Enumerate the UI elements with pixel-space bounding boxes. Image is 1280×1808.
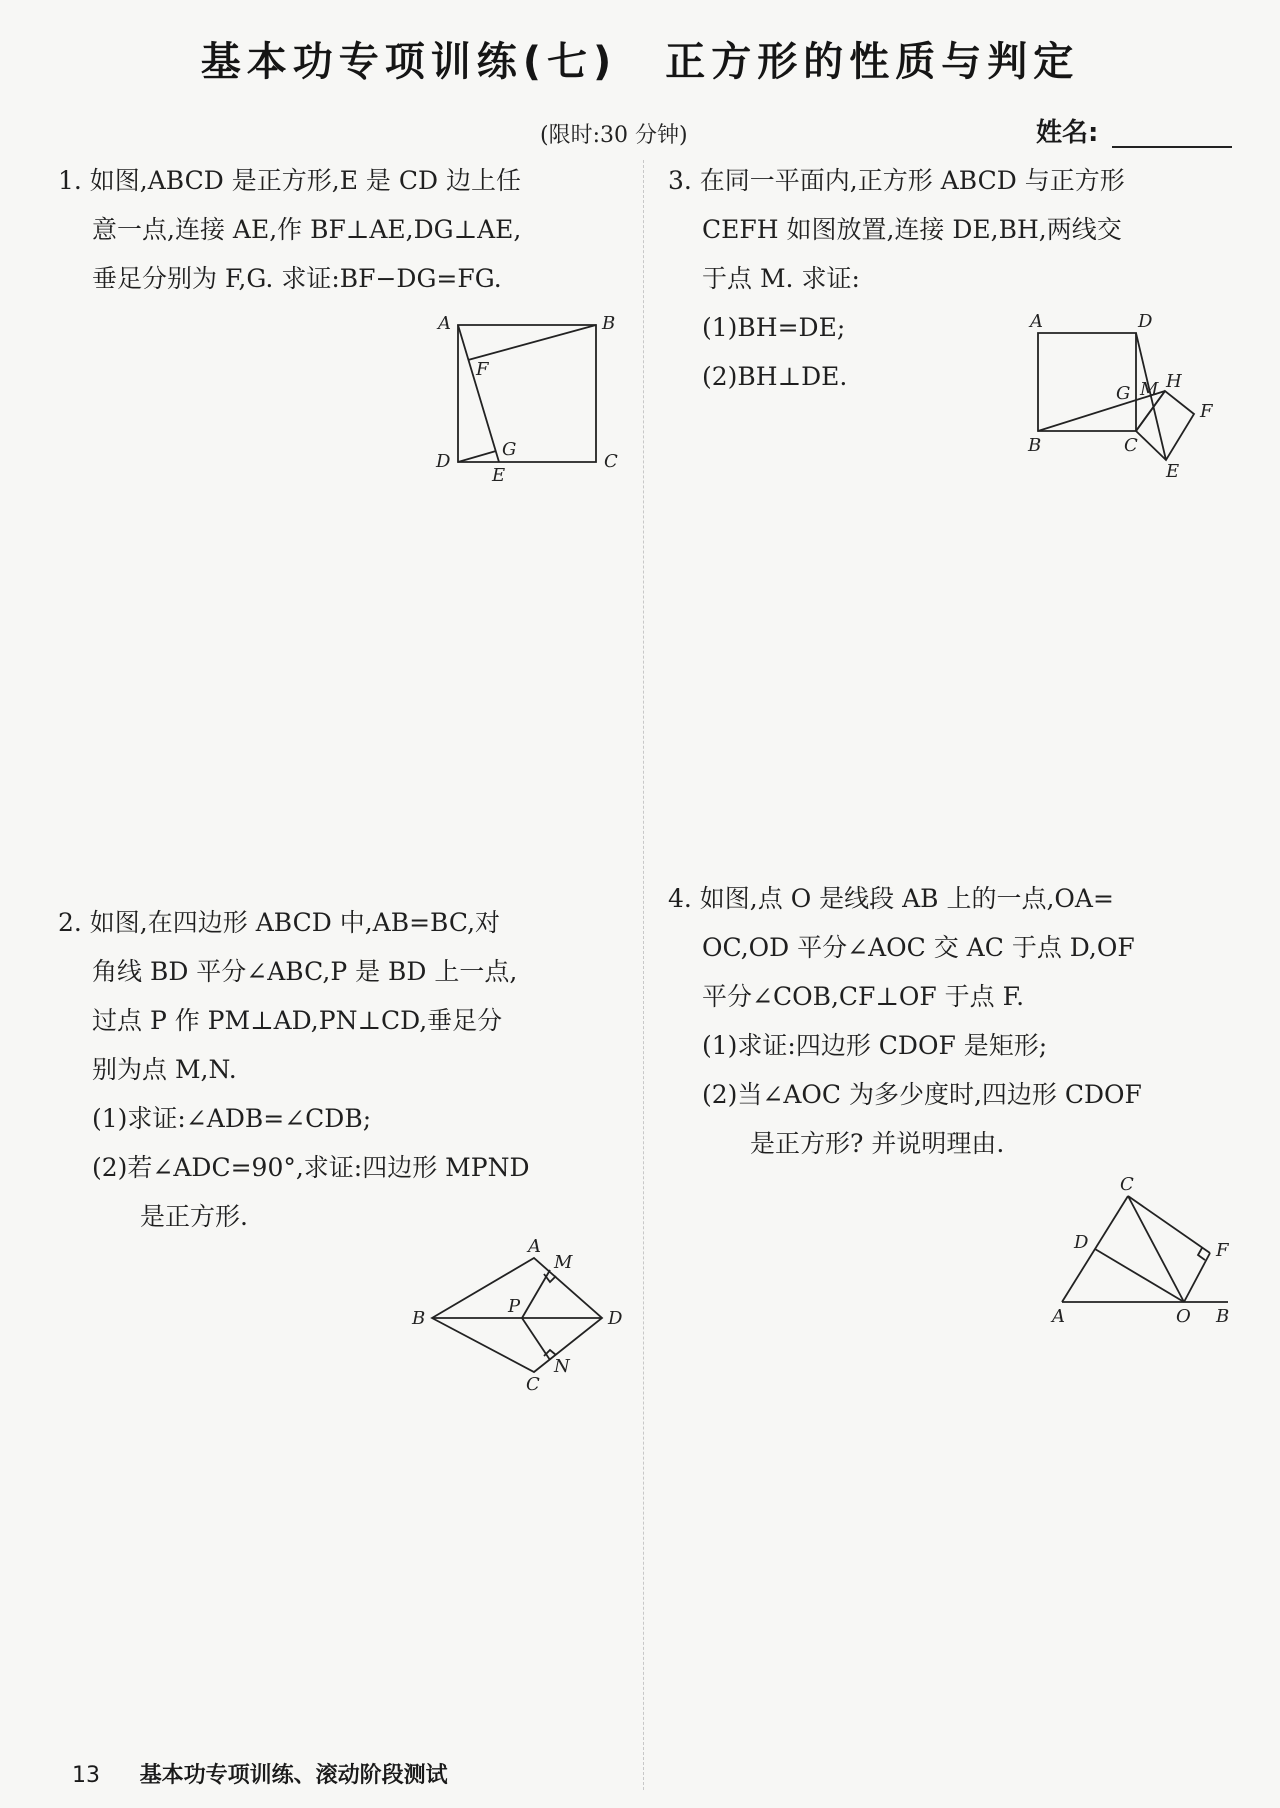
problem-3-line-1: 3. 在同一平面内,正方形 ABCD 与正方形 [668, 166, 1125, 195]
label-a: A [438, 313, 451, 334]
label-d: D [1138, 311, 1153, 332]
figure-3 [1020, 305, 1250, 485]
problem-4-line-2: OC,OD 平分∠AOC 交 AC 于点 D,OF [702, 933, 1135, 962]
problem-3-line-5: (2)BH⊥DE. [702, 362, 848, 391]
segment-ae [458, 325, 499, 462]
label-h: H [1166, 371, 1182, 392]
segment-dg [458, 451, 496, 462]
title-part-2: 正方形的性质与判定 [665, 39, 1080, 85]
problem-2-line-6: (2)若∠ADC=90°,求证:四边形 MPND [92, 1153, 530, 1182]
figure-4 [1040, 1176, 1240, 1326]
problem-2-line-3: 过点 P 作 PM⊥AD,PN⊥CD,垂足分 [92, 1006, 503, 1035]
label-c: C [1120, 1176, 1134, 1195]
label-e: E [492, 465, 506, 485]
label-g: G [1116, 383, 1131, 404]
problem-2-line-7: 是正方形. [140, 1202, 248, 1231]
book-title: 基本功专项训练、滚动阶段测试 [139, 1763, 448, 1788]
problem-4-line-1: 4. 如图,点 O 是线段 AB 上的一点,OA= [668, 884, 1114, 913]
label-f: F [1216, 1240, 1229, 1261]
title-part-1: 基本功专项训练(七) [200, 39, 618, 85]
problem-4-line-4: (1)求证:四边形 CDOF 是矩形; [702, 1031, 1048, 1060]
label-a: A [528, 1236, 541, 1257]
page-footer [72, 1758, 448, 1789]
label-o: O [1176, 1306, 1191, 1326]
label-c: C [1124, 435, 1138, 456]
label-d: D [608, 1308, 623, 1329]
problem-2-line-2: 角线 BD 平分∠ABC,P 是 BD 上一点, [92, 957, 518, 986]
figure-2 [404, 1236, 634, 1396]
square-cefh [1136, 391, 1194, 460]
problem-4 [668, 874, 1142, 1168]
name-label: 姓名: [1036, 118, 1099, 148]
label-d: D [1074, 1232, 1089, 1253]
label-p: P [508, 1296, 521, 1317]
label-b: B [1216, 1306, 1230, 1326]
problem-2-line-5: (1)求证:∠ADB=∠CDB; [92, 1104, 372, 1133]
label-e: E [1166, 461, 1180, 482]
problem-2-line-4: 别为点 M,N. [92, 1055, 237, 1084]
figure-1 [430, 305, 630, 485]
label-m: M [554, 1252, 573, 1273]
label-a: A [1030, 311, 1043, 332]
label-g: G [502, 439, 517, 460]
problem-4-line-3: 平分∠COB,CF⊥OF 于点 F. [702, 982, 1025, 1011]
segment-cf [1128, 1196, 1210, 1253]
problem-3-line-2: CEFH 如图放置,连接 DE,BH,两线交 [702, 215, 1122, 244]
label-m: M [1140, 379, 1159, 400]
problem-2-line-1: 2. 如图,在四边形 ABCD 中,AB=BC,对 [58, 908, 501, 937]
label-c: C [604, 451, 618, 472]
problem-4-line-5: (2)当∠AOC 为多少度时,四边形 CDOF [702, 1080, 1142, 1109]
label-b: B [1028, 435, 1042, 456]
page-number: 13 [72, 1763, 100, 1788]
label-b: B [602, 313, 616, 334]
label-b: B [412, 1308, 426, 1329]
label-n: N [554, 1356, 570, 1377]
label-f: F [476, 359, 489, 380]
page-title [0, 30, 1280, 87]
name-blank-line[interactable] [1112, 146, 1232, 148]
time-limit: (限时:30 分钟) [540, 123, 688, 148]
label-f: F [1200, 401, 1213, 422]
problem-4-line-6: 是正方形? 并说明理由. [750, 1129, 1005, 1158]
problem-2 [58, 898, 530, 1241]
problem-1-line-1: 1. 如图,ABCD 是正方形,E 是 CD 边上任 [58, 166, 521, 195]
problem-1-line-2: 意一点,连接 AE,作 BF⊥AE,DG⊥AE, [92, 215, 522, 244]
problem-3-line-3: 于点 M. 求证: [702, 264, 860, 293]
label-d: D [436, 451, 451, 472]
problem-1 [58, 156, 521, 303]
segment-bf [468, 325, 596, 360]
column-divider [643, 160, 644, 1790]
label-c: C [526, 1374, 540, 1395]
problem-1-line-3: 垂足分别为 F,G. 求证:BF−DG=FG. [92, 264, 502, 293]
label-a: A [1052, 1306, 1065, 1326]
problem-3-line-4: (1)BH=DE; [702, 313, 846, 342]
segment-of [1184, 1253, 1210, 1302]
